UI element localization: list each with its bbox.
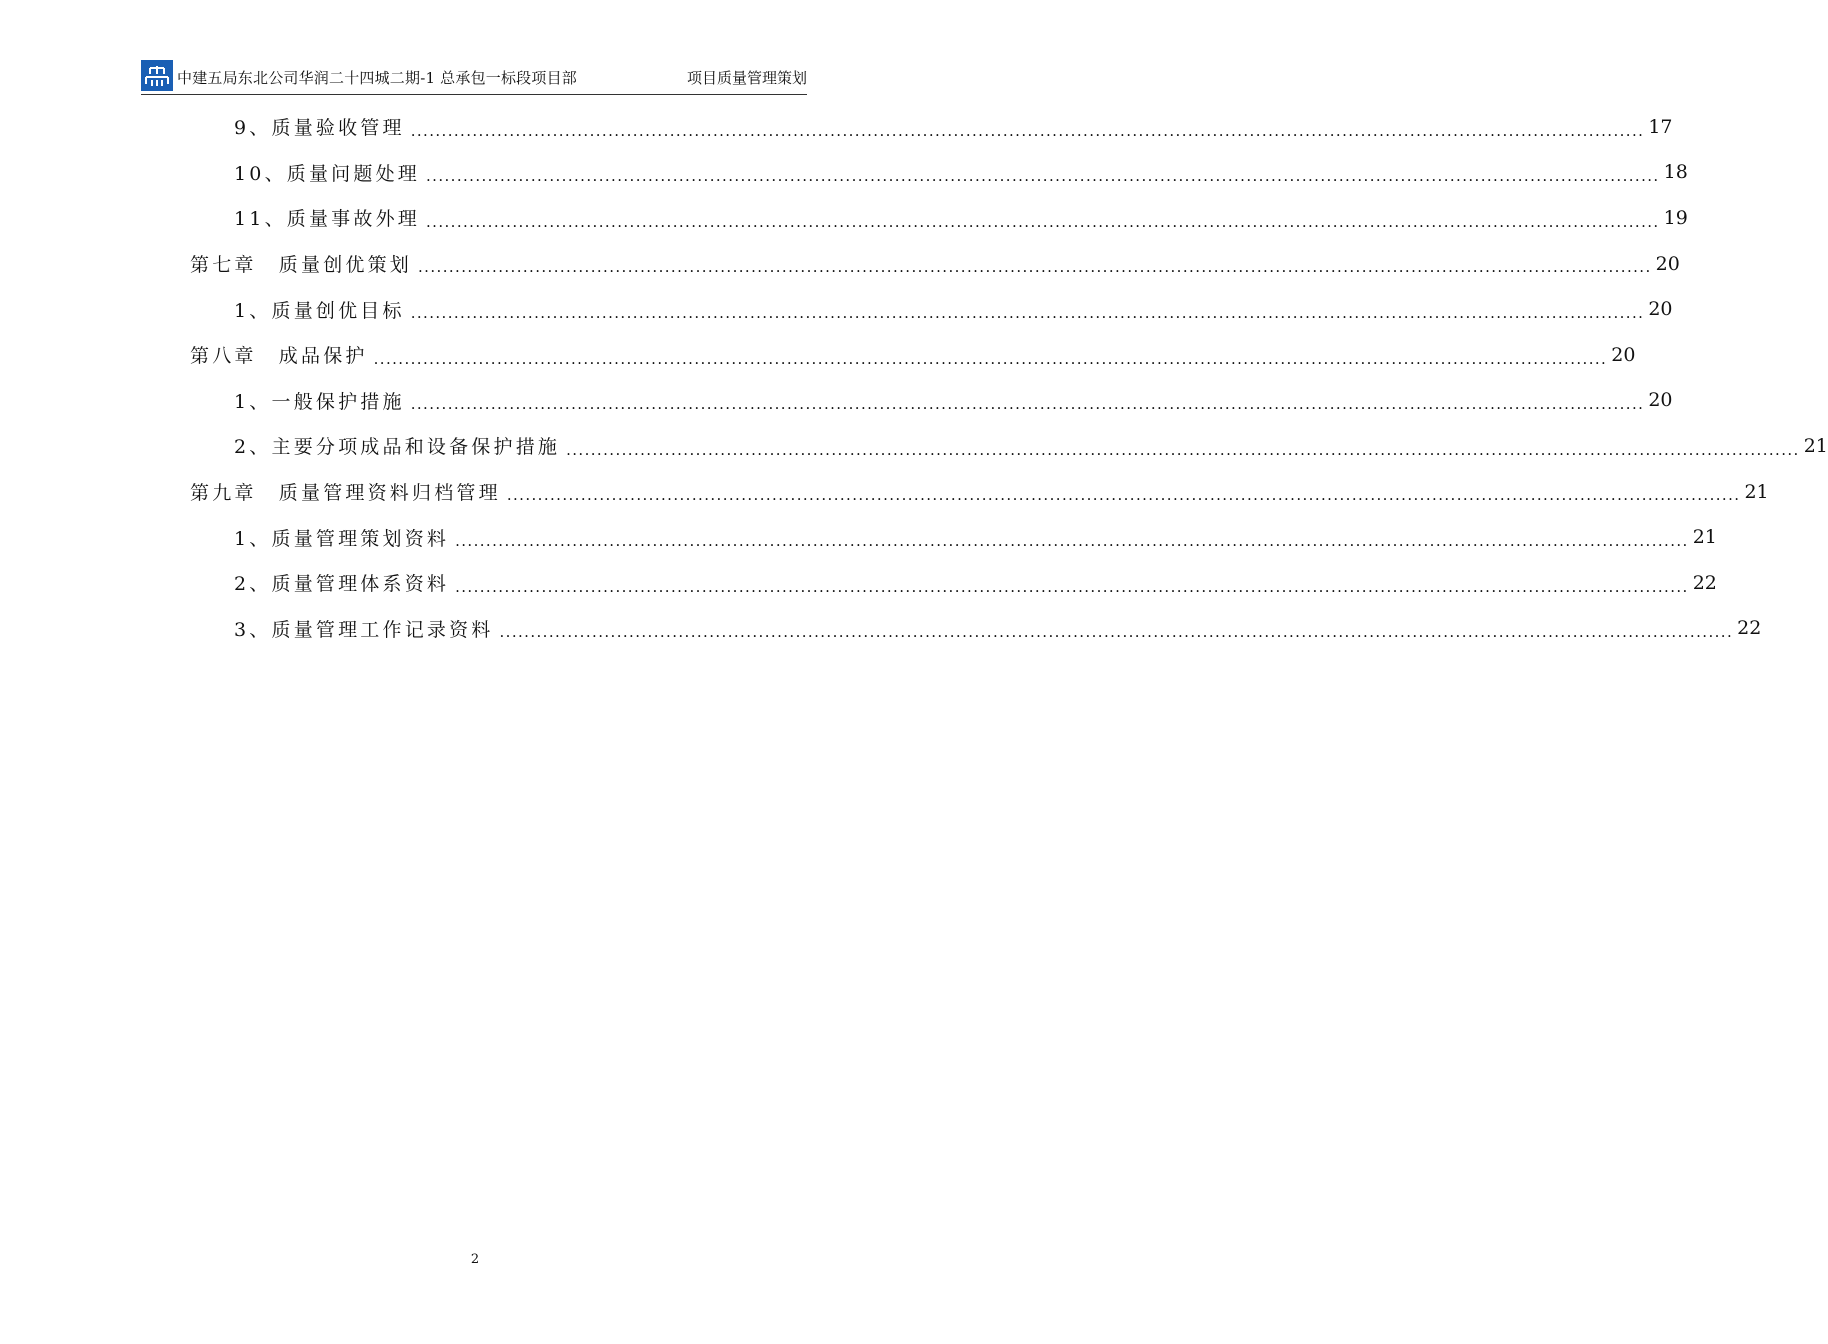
toc-entry-page: 22 (1692, 571, 1717, 594)
toc-entry-page: 19 (1663, 206, 1688, 229)
toc-entry-page: 21 (1692, 526, 1717, 549)
toc-entry[interactable] (190, 469, 1769, 515)
toc-leader-dots: ........................................................................................................................................................................................................ (418, 258, 1652, 277)
toc-entry[interactable] (190, 332, 1636, 378)
toc-leader-dots: ........................................................................................................................................................................................................ (506, 486, 1741, 505)
toc-entry-page: 21 (1744, 480, 1769, 503)
toc-entry-page: 22 (1737, 617, 1762, 640)
toc-leader-dots: ........................................................................................................................................................................................................ (499, 623, 1734, 642)
toc-leader-dots: ........................................................................................................................................................................................................ (566, 440, 1800, 459)
toc-entry[interactable] (190, 514, 1717, 560)
toc-entry-page: 21 (1803, 434, 1828, 457)
page-number: 2 (470, 1252, 480, 1267)
toc-entry-title: 1、质量管理策划资料 (234, 527, 450, 550)
toc-entry-page: 20 (1611, 343, 1636, 366)
toc-entry[interactable] (190, 241, 1680, 287)
toc-entry-title: 1、质量创优目标 (234, 299, 405, 322)
page-header (141, 60, 807, 95)
toc-entry-page: 20 (1648, 298, 1673, 321)
cscec-logo-icon (141, 60, 173, 91)
toc-leader-dots: ........................................................................................................................................................................................................ (425, 167, 1660, 186)
toc-leader-dots: ........................................................................................................................................................................................................ (455, 531, 1689, 550)
toc-entry-title: 第九章 质量管理资料归档管理 (190, 482, 501, 505)
toc-entry[interactable] (190, 423, 1828, 469)
toc-entry-title: 第七章 质量创优策划 (190, 254, 413, 277)
header-project-name: 中建五局东北公司华润二十四城二期-1 总承包一标段项目部 (177, 69, 577, 87)
toc-entry-title: 3、质量管理工作记录资料 (234, 618, 494, 641)
toc-entry[interactable] (190, 195, 1688, 241)
toc-entry-title: 1、一般保护措施 (234, 390, 405, 413)
toc-entry-page: 18 (1663, 161, 1688, 184)
toc-entry-page: 20 (1648, 389, 1673, 412)
toc-entry[interactable] (190, 104, 1673, 150)
table-of-contents (190, 104, 1828, 651)
toc-entry-title: 11、质量事故外理 (234, 208, 420, 231)
toc-entry-page: 20 (1655, 252, 1680, 275)
header-document-title: 项目质量管理策划 (686, 69, 807, 87)
toc-entry-title: 第八章 成品保护 (190, 345, 368, 368)
toc-entry-title: 2、主要分项成品和设备保护措施 (234, 436, 561, 459)
toc-leader-dots: ........................................................................................................................................................................................................ (373, 349, 1608, 368)
toc-leader-dots: ........................................................................................................................................................................................................ (410, 303, 1645, 322)
toc-entry-page: 17 (1648, 115, 1673, 138)
toc-entry[interactable] (190, 378, 1673, 424)
toc-entry-title: 10、质量问题处理 (234, 162, 420, 185)
toc-leader-dots: ........................................................................................................................................................................................................ (410, 121, 1645, 140)
toc-entry[interactable] (190, 150, 1688, 196)
toc-leader-dots: ........................................................................................................................................................................................................ (455, 577, 1689, 596)
toc-leader-dots: ........................................................................................................................................................................................................ (425, 212, 1660, 231)
toc-leader-dots: ........................................................................................................................................................................................................ (410, 395, 1645, 414)
toc-entry-title: 2、质量管理体系资料 (234, 573, 450, 596)
toc-entry[interactable] (190, 606, 1762, 652)
toc-entry[interactable] (190, 286, 1673, 332)
toc-entry[interactable] (190, 560, 1717, 606)
toc-entry-title: 9、质量验收管理 (234, 117, 405, 140)
